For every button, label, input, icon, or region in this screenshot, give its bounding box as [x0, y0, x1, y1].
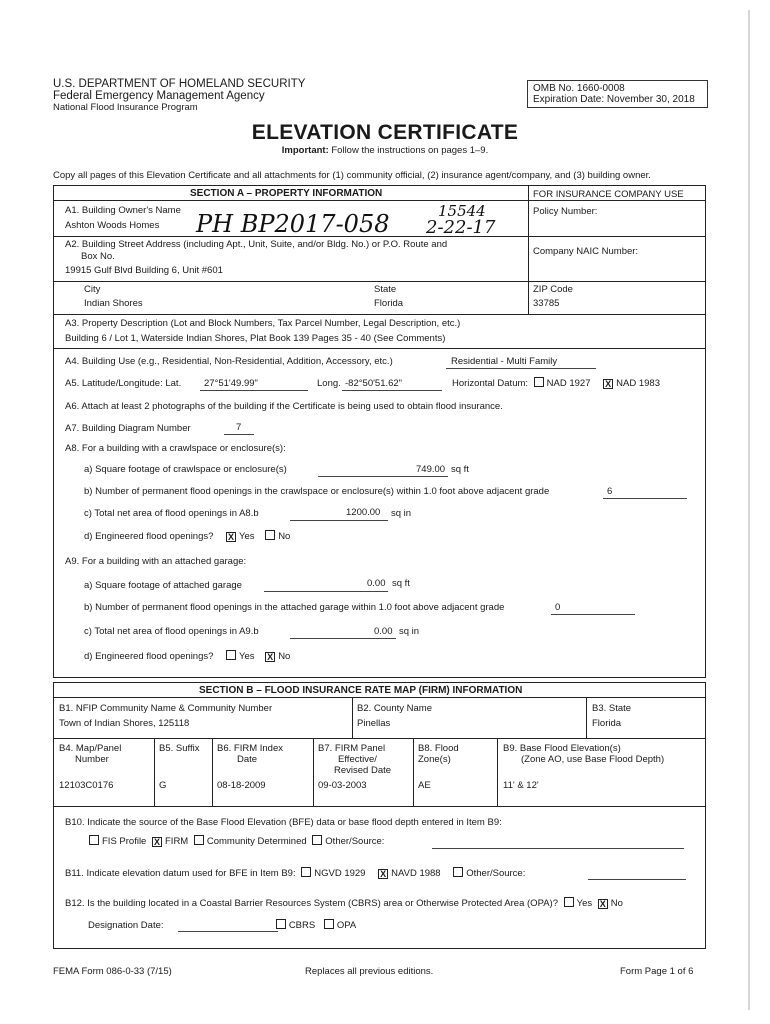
b11-label: B11. Indicate elevation datum used for BFE in Item B9:	[65, 868, 296, 879]
community-determined-label: Community Determined	[206, 836, 307, 847]
a8b-value: 6	[607, 486, 613, 497]
a9b-underline	[551, 614, 635, 615]
b5-b6-divider	[212, 738, 213, 806]
important-text: Follow the instructions on pages 1–9.	[328, 145, 489, 156]
form-title: ELEVATION CERTIFICATE	[251, 121, 519, 144]
a8-label: A8. For a building with a crawlspace or enclosure(s):	[65, 443, 286, 454]
insurance-column-divider	[528, 185, 529, 314]
a7-label: A7. Building Diagram Number	[65, 423, 191, 434]
section-b-heading-rule	[53, 697, 706, 698]
latitude-underline	[200, 390, 308, 391]
a8a-unit: sq ft	[451, 464, 469, 475]
agency-line-1: U.S. DEPARTMENT OF HOMELAND SECURITY	[53, 78, 306, 90]
a8b-underline	[603, 498, 687, 499]
b4-label-line-2: Number	[75, 754, 109, 765]
a8d-no-checkbox[interactable]	[265, 530, 275, 540]
nad1983-label: NAD 1983	[616, 378, 660, 389]
a8d-yes-checkbox[interactable]: X	[228, 532, 235, 542]
b11-row	[65, 867, 525, 879]
b6-value: 08-18-2009	[217, 780, 266, 791]
horizontal-datum	[452, 377, 660, 389]
b12-row	[65, 897, 623, 909]
a9a-unit: sq ft	[392, 578, 410, 589]
other-source-checkbox[interactable]	[312, 835, 322, 845]
a8a-value: 749.00	[416, 464, 446, 475]
section-a-heading: SECTION A – PROPERTY INFORMATION	[190, 188, 383, 199]
a9a-value: 0.00	[367, 578, 386, 589]
a8a-underline	[318, 476, 448, 477]
a8c-underline	[290, 520, 388, 521]
b6-b7-divider	[313, 738, 314, 806]
a4-value: Residential - Multi Family	[451, 356, 558, 367]
b4-value: 12103C0176	[59, 780, 114, 791]
b6-label-line-1: B6. FIRM Index	[217, 743, 283, 754]
b4-label	[59, 743, 121, 765]
a9a-underline	[264, 591, 388, 592]
naic-label: Company NAIC Number:	[533, 246, 639, 257]
a1-label: A1. Building Owner's Name	[65, 205, 181, 216]
b8-value: AE	[418, 780, 431, 791]
a8d-yes-label: Yes	[239, 531, 255, 542]
b7-b8-divider	[413, 738, 414, 806]
rule-a2	[53, 281, 706, 282]
rule-b4-b9	[53, 806, 706, 807]
b11-other-label: Other/Source:	[466, 868, 526, 879]
a8c-label: c) Total net area of flood openings in A8.b	[84, 508, 259, 519]
a4-underline	[446, 368, 596, 369]
replaces-note: Replaces all previous editions.	[305, 966, 434, 977]
designation-date-label: Designation Date:	[88, 920, 164, 931]
a8b-label: b) Number of permanent flood openings in the crawlspace or enclosure(s) within 1.0 foot above adjacent grade	[84, 486, 550, 497]
a9a-label: a) Square footage of attached garage	[84, 580, 242, 591]
a9d-no-label: No	[278, 651, 291, 662]
a8d-label: d) Engineered flood openings?	[84, 531, 214, 542]
firm-label: FIRM	[165, 836, 189, 847]
a4-label: A4. Building Use (e.g., Residential, Non-Residential, Addition, Accessory, etc.)	[65, 356, 393, 367]
insurance-use-heading: FOR INSURANCE COMPANY USE	[533, 189, 684, 200]
b7-label-line-3: Revised Date	[334, 765, 392, 776]
a9c-value: 0.00	[374, 626, 393, 637]
b4-b5-divider	[154, 738, 155, 806]
a9b-value: 0	[555, 602, 561, 613]
b11-other-checkbox[interactable]	[453, 867, 463, 877]
b2-label: B2. County Name	[357, 703, 432, 714]
navd-label: NAVD 1988	[391, 868, 441, 879]
designation-date-underline	[178, 931, 278, 932]
b1-value: Town of Indian Shores, 125118	[59, 718, 190, 729]
b10-other-underline	[432, 848, 684, 849]
a9d-no-checkbox[interactable]: X	[267, 652, 274, 662]
b9-label-line-1: B9. Base Flood Elevation(s)	[503, 743, 621, 754]
community-determined-checkbox[interactable]	[194, 835, 204, 845]
b9-label	[503, 743, 664, 765]
city-label: City	[84, 284, 101, 295]
fis-profile-label: FIS Profile	[102, 836, 147, 847]
b8-b9-divider	[497, 738, 498, 806]
section-b-heading: SECTION B – FLOOD INSURANCE RATE MAP (FIRM) INFORMATION	[199, 685, 523, 696]
zip-value: 33785	[533, 298, 560, 309]
important-note	[0, 145, 770, 156]
b2-b3-divider	[586, 697, 587, 738]
navd-checkbox[interactable]: X	[380, 869, 387, 879]
a1-value: Ashton Woods Homes	[65, 220, 160, 231]
b5-value: G	[159, 780, 167, 791]
section-a-heading-rule	[53, 200, 706, 201]
omb-number: OMB No. 1660-0008	[533, 83, 625, 94]
b3-label: B3. State	[592, 703, 632, 714]
b10-label: B10. Indicate the source of the Base Flood Elevation (BFE) data or base flood depth entered in Item B9:	[65, 817, 502, 828]
opa-checkbox[interactable]	[324, 919, 334, 929]
a8d-row	[84, 530, 290, 542]
a7-underline	[224, 434, 254, 435]
opa-label: OPA	[336, 920, 357, 931]
ngvd-label: NGVD 1929	[314, 868, 366, 879]
a3-value: Building 6 / Lot 1, Waterside Indian Shores, Plat Book 139 Pages 35 - 40 (See Comments)	[65, 333, 446, 344]
b8-label	[418, 743, 459, 765]
nad1927-checkbox[interactable]	[534, 377, 544, 387]
a9-label: A9. For a building with an attached garage:	[65, 556, 247, 567]
state-value: Florida	[374, 298, 404, 309]
important-label: Important:	[281, 145, 329, 156]
handwritten-permit-number: PH BP2017-058	[196, 210, 390, 238]
state-label: State	[374, 284, 397, 295]
b10-options	[86, 835, 384, 847]
b12-designation-row	[88, 919, 356, 931]
nad1983-checkbox[interactable]: X	[605, 379, 612, 389]
cbrs-label: CBRS	[288, 920, 316, 931]
b11-other-underline	[588, 879, 686, 880]
nad1927-label: NAD 1927	[546, 378, 591, 389]
a5-label: A5. Latitude/Longitude: Lat.	[65, 378, 182, 389]
agency-block	[53, 78, 305, 114]
b3-value: Florida	[592, 718, 622, 729]
b9-label-line-2: (Zone AO, use Base Flood Depth)	[521, 754, 665, 765]
page-number: Form Page 1 of 6	[620, 966, 694, 977]
b6-label-line-2: Date	[237, 754, 258, 765]
fis-profile-checkbox[interactable]	[89, 835, 99, 845]
b2-value: Pinellas	[357, 718, 391, 729]
a2-value: 19915 Gulf Blvd Building 6, Unit #601	[65, 265, 223, 276]
a9c-underline	[290, 638, 396, 639]
city-value: Indian Shores	[84, 298, 143, 309]
copy-instructions: Copy all pages of this Elevation Certificate and all attachments for (1) community official, (2) insurance agent/company, and (3) building owner.	[53, 170, 651, 181]
longitude-label: Long.	[317, 378, 341, 389]
a2-label-cont: Box No.	[81, 251, 115, 262]
rule-city	[53, 314, 706, 315]
b4-label-line-1: B4. Map/Panel	[59, 743, 122, 754]
other-source-label: Other/Source:	[325, 836, 385, 847]
rule-a3	[53, 348, 706, 349]
a8d-no-label: No	[278, 531, 291, 542]
a6-label: A6. Attach at least 2 photographs of the building if the Certificate is being used to obtain flood insurance.	[65, 401, 503, 412]
firm-checkbox[interactable]: X	[153, 837, 160, 847]
policy-number-label: Policy Number:	[533, 206, 598, 217]
a8c-unit: sq in	[391, 508, 412, 519]
b6-label	[217, 743, 283, 765]
b1-label: B1. NFIP Community Name & Community Number	[59, 703, 273, 714]
a9b-label: b) Number of permanent flood openings in the attached garage within 1.0 foot above adjacent grade	[84, 602, 505, 613]
handwritten-note: 15544	[438, 202, 486, 220]
a2-label: A2. Building Street Address (including Apt., Unit, Suite, and/or Bldg. No.) or P.O. Route and	[65, 239, 448, 250]
b12-no-label: No	[610, 898, 623, 909]
form-number: FEMA Form 086-0-33 (7/15)	[53, 966, 172, 977]
handwritten-date: 2-22-17	[426, 217, 496, 238]
longitude-underline	[342, 390, 442, 391]
ngvd-checkbox[interactable]	[301, 867, 311, 877]
b7-value: 09-03-2003	[318, 780, 367, 791]
a9c-unit: sq in	[399, 626, 420, 637]
cbrs-checkbox[interactable]	[276, 919, 286, 929]
a9d-yes-label: Yes	[239, 651, 255, 662]
b7-label	[318, 743, 391, 776]
a8a-label: a) Square footage of crawlspace or enclosure(s)	[84, 464, 287, 475]
page-edge	[748, 10, 750, 1010]
b5-label: B5. Suffix	[159, 743, 200, 754]
latitude-value: 27°51'49.99"	[204, 378, 258, 389]
b12-label: B12. Is the building located in a Coastal Barrier Resources System (CBRS) area or Otherwise Protected Area (OPA)?	[65, 898, 558, 909]
a8c-value: 1200.00	[346, 507, 381, 518]
a3-label: A3. Property Description (Lot and Block Numbers, Tax Parcel Number, Legal Description, etc.)	[65, 318, 461, 329]
b8-label-line-1: B8. Flood	[418, 743, 459, 754]
b12-no-checkbox[interactable]: X	[599, 899, 606, 909]
agency-line-3: National Flood Insurance Program	[53, 102, 198, 113]
horizontal-datum-label: Horizontal Datum:	[452, 378, 529, 389]
a9d-row	[84, 650, 290, 662]
b7-label-line-1: B7. FIRM Panel	[318, 743, 386, 754]
omb-box	[527, 80, 708, 108]
b12-yes-label: Yes	[576, 898, 593, 909]
zip-label: ZIP Code	[533, 284, 573, 295]
a9c-label: c) Total net area of flood openings in A9.b	[84, 626, 259, 637]
b8-label-line-2: Zone(s)	[418, 754, 451, 765]
longitude-value: -82°50'51.62"	[345, 378, 403, 389]
b7-label-line-2: Effective/	[338, 754, 377, 765]
agency-line-2: Federal Emergency Management Agency	[53, 90, 265, 102]
a9d-yes-checkbox[interactable]	[226, 650, 236, 660]
a9d-label: d) Engineered flood openings?	[84, 651, 214, 662]
b9-value: 11' & 12'	[503, 780, 539, 791]
b1-b2-divider	[352, 697, 353, 738]
rule-b1	[53, 738, 706, 739]
expiration-date: Expiration Date: November 30, 2018	[533, 94, 695, 105]
a7-value: 7	[236, 422, 242, 433]
b12-yes-checkbox[interactable]	[564, 897, 574, 907]
